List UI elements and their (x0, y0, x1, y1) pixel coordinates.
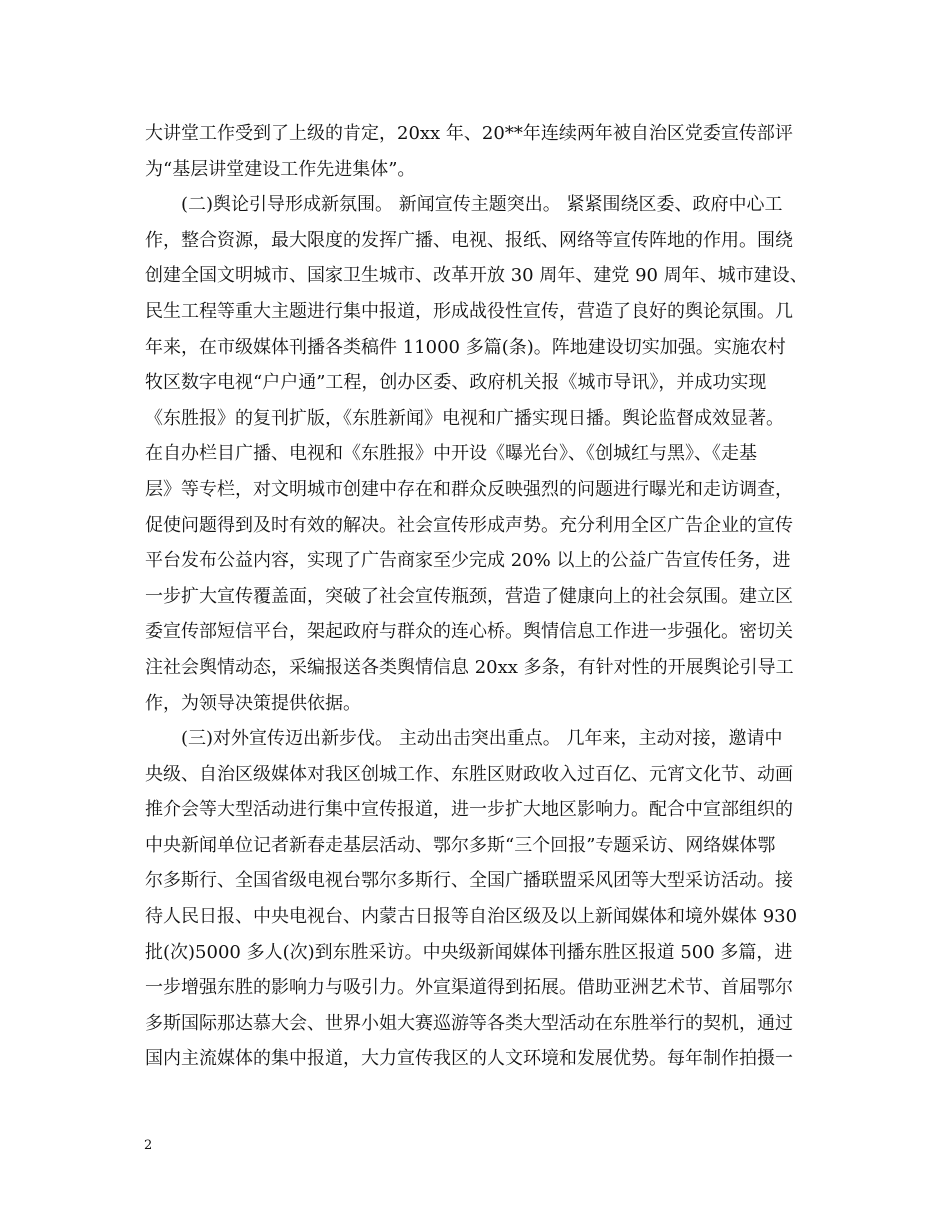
text-line: 年来，在市级媒体刊播各类稿件 11000 多篇(条)。阵地建设切实加强。实施农村 (145, 336, 786, 358)
text-line: 创建全国文明城市、国家卫生城市、改革开放 30 周年、建党 90 周年、城市建设、 (145, 265, 808, 287)
text-line: 一步增强东胜的影响力与吸引力。外宣渠道得到拓展。借助亚洲艺术节、首届鄂尔 (145, 977, 793, 999)
text-line: 民生工程等重大主题进行集中报道，形成战役性宣传，营造了良好的舆论氛围。几 (145, 300, 793, 322)
text-line: 作，整合资源，最大限度的发挥广播、电视、报纸、网络等宣传阵地的作用。围绕 (145, 229, 793, 251)
text-line: 促使问题得到及时有效的解决。社会宣传形成声势。充分利用全区广告企业的宣传 (145, 514, 793, 536)
text-line: 大讲堂工作受到了上级的肯定，20xx 年、20**年连续两年被自治区党委宣传部评 (145, 123, 793, 144)
text-line: 推介会等大型活动进行集中宣传报道，进一步扩大地区影响力。配合中宣部组织的 (145, 799, 793, 821)
text-line: 为“基层讲堂建设工作先进集体”。 (145, 158, 416, 180)
text-line: 注社会舆情动态，采编报送各类舆情信息 20xx 多条，有针对性的开展舆论引导工 (145, 656, 794, 678)
page-number: 2 (144, 1138, 153, 1153)
text-line: 《东胜报》的复刊扩版，《东胜新闻》电视和广播实现日播。舆论监督成效显著。 (145, 407, 784, 429)
text-line: 作，为领导决策提供依据。 (145, 692, 361, 714)
text-line: 在自办栏目广播、电视和《东胜报》中开设《曝光台》、《创城红与黑》、《走基 (145, 443, 757, 465)
text-line: (二)舆论引导形成新氛围。 新闻宣传主题突出。 紧紧围绕区委、政府中心工 (181, 194, 783, 216)
text-line: 待人民日报、中央电视台、内蒙古日报等自治区级及以上新闻媒体和境外媒体 930 (145, 906, 798, 928)
body-text (145, 116, 825, 1077)
text-line: 中央新闻单位记者新春走基层活动、鄂尔多斯“三个回报”专题采访、网络媒体鄂 (145, 834, 776, 856)
text-line: 尔多斯行、全国省级电视台鄂尔多斯行、全国广播联盟采风团等大型采访活动。接 (145, 870, 793, 892)
text-line: (三)对外宣传迈出新步伐。 主动出击突出重点。 几年来，主动对接，邀请中 (181, 728, 783, 750)
text-line: 多斯国际那达慕大会、世界小姐大赛巡游等各类大型活动在东胜举行的契机，通过 (145, 1012, 793, 1034)
text-line: 一步扩大宣传覆盖面，突破了社会宣传瓶颈，营造了健康向上的社会氛围。建立区 (145, 585, 793, 607)
text-line: 牧区数字电视“户户通”工程，创办区委、政府机关报《城市导讯》，并成功实现 (145, 372, 767, 394)
text-line: 层》等专栏，对文明城市创建中存在和群众反映强烈的问题进行曝光和走访调查， (145, 478, 793, 500)
text-line: 央级、自治区级媒体对我区创城工作、东胜区财政收入过百亿、元宵文化节、动画 (145, 763, 793, 785)
text-line: 平台发布公益内容，实现了广告商家至少完成 20% 以上的公益广告宣传任务，进 (145, 550, 791, 572)
text-line: 批(次)5000 多人(次)到东胜采访。中央级新闻媒体刊播东胜区报道 500 多篇，进 (145, 941, 793, 963)
text-line: 国内主流媒体的集中报道，大力宣传我区的人文环境和发展优势。每年制作拍摄一 (145, 1048, 793, 1070)
text-line: 委宣传部短信平台，架起政府与群众的连心桥。舆情信息工作进一步强化。密切关 (145, 621, 793, 643)
